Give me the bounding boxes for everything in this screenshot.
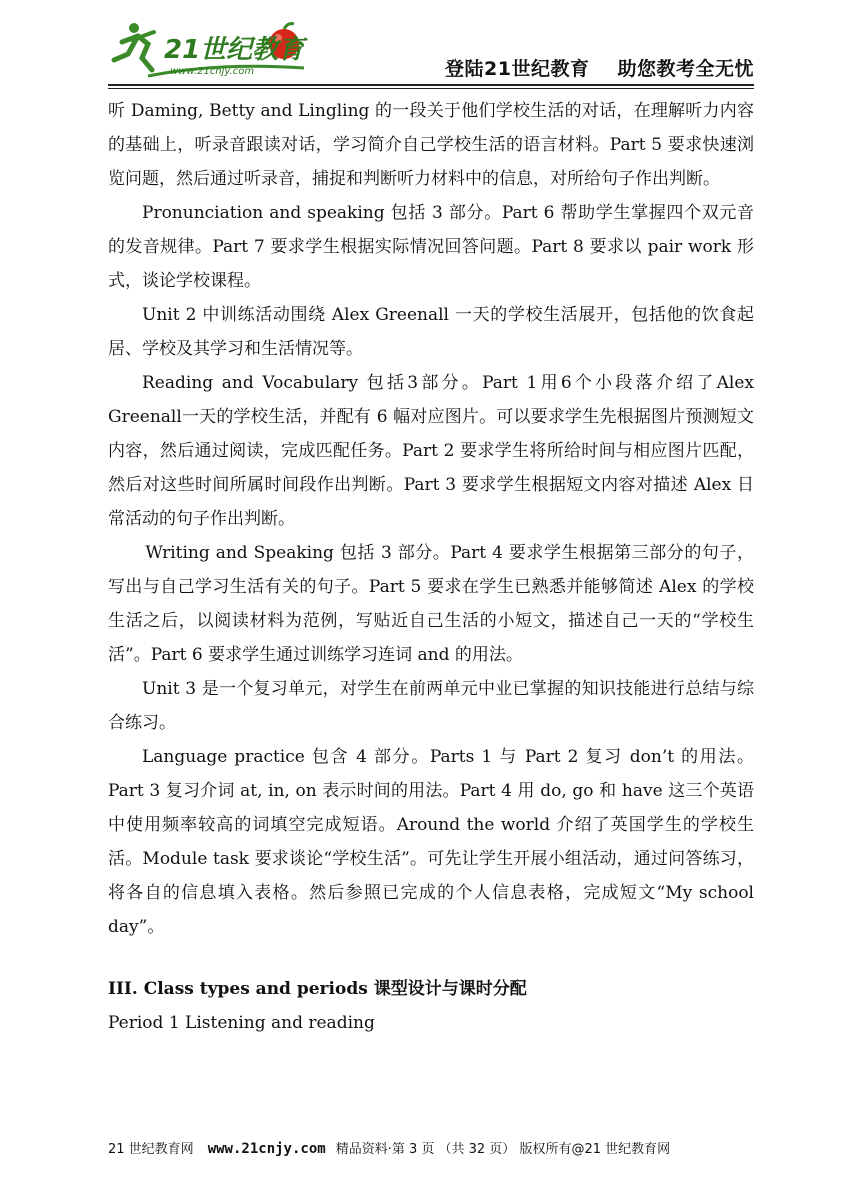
- slogan-left: 登陆21世纪教育: [445, 58, 590, 80]
- paragraph-writing-speaking: Writing and Speaking 包括 3 部分。Part 4 要求学生根据第三部分的句子，写出与自己学习生活有关的句子。Part 5 要求在学生已熟悉并能够简述 Alex 的学校生活之后，以阅读材料为范例，写贴近自己生活的小短文，描述自己一天的“学校生活”。Part 6 要求学生通过训练学习连词 and 的用法。: [108, 543, 754, 665]
- paragraph-unit3: Unit 3 是一个复习单元，对学生在前两单元中业已掌握的知识技能进行总结与综合练习。: [108, 679, 754, 733]
- page-footer: [108, 1138, 754, 1157]
- paragraph-reading-vocabulary: Reading and Vocabulary 包括3部分。Part 1用6个小段落介绍了Alex Greenall一天的学校生活，并配有 6 幅对应图片。可以要求学生先根据图片预测短文内容，然后通过阅读，完成匹配任务。Part 2 要求学生将所给时间与相应图片匹配，然后对这些时间所属时间段作出判断。Part 3 要求学生根据短文内容对描述 Alex 日常活动的句子作出判断。: [108, 373, 754, 529]
- slogan-right: 助您教考全无忧: [617, 58, 754, 80]
- section-heading: III. Class types and periods 课型设计与课时分配: [108, 979, 527, 999]
- page-body: [108, 94, 754, 1040]
- 21cnjy-logo: [108, 18, 308, 82]
- footer-site: 21 世纪教育网: [108, 1142, 194, 1157]
- footer-info: 精品资料·第 3 页 （共 32 页） 版权所有@21 世纪教育网: [335, 1142, 671, 1157]
- page-header: [0, 0, 860, 88]
- svg-text:www.21cnjy.com: www.21cnjy.com: [170, 66, 255, 77]
- svg-text:21世纪教育: 21世纪教育: [164, 35, 305, 65]
- period-line: Period 1 Listening and reading: [108, 1013, 375, 1033]
- paragraph-pronunciation: Pronunciation and speaking 包括 3 部分。Part 6 帮助学生掌握四个双元音的发音规律。Part 7 要求学生根据实际情况回答问题。Part 8 要求以 pair work 形式，谈论学校课程。: [108, 203, 754, 291]
- paragraph-listening-cont: 听 Daming, Betty and Lingling 的一段关于他们学校生活的对话，在理解听力内容的基础上，听录音跟读对话，学习简介自己学校生活的语言材料。Part 5 要求快速浏览问题，然后通过听录音，捕捉和判断听力材料中的信息，对所给句子作出判断。: [108, 101, 754, 189]
- footer-url[interactable]: www.21cnjy.com: [207, 1141, 326, 1157]
- header-slogan: [445, 54, 754, 81]
- paragraph-language-practice: Language practice 包含 4 部分。Parts 1 与 Part 2 复习 don’t 的用法。Part 3 复习介词 at, in, on 表示时间的用法。Part 4 用 do, go 和 have 这三个英语中使用频率较高的词填空完成短语。Around the world 介绍了英国学生的学校生活。Module task 要求谈论“学校生活”。可先让学生开展小组活动，通过问答练习，将各自的信息填入表格。然后参照已完成的个人信息表格，完成短文“My school day”。: [108, 747, 754, 937]
- header-rule-thin: [108, 88, 754, 89]
- paragraph-unit2: Unit 2 中训练活动围绕 Alex Greenall 一天的学校生活展开，包括他的饮食起居、学校及其学习和生活情况等。: [108, 305, 754, 359]
- header-rule-thick: [108, 84, 754, 86]
